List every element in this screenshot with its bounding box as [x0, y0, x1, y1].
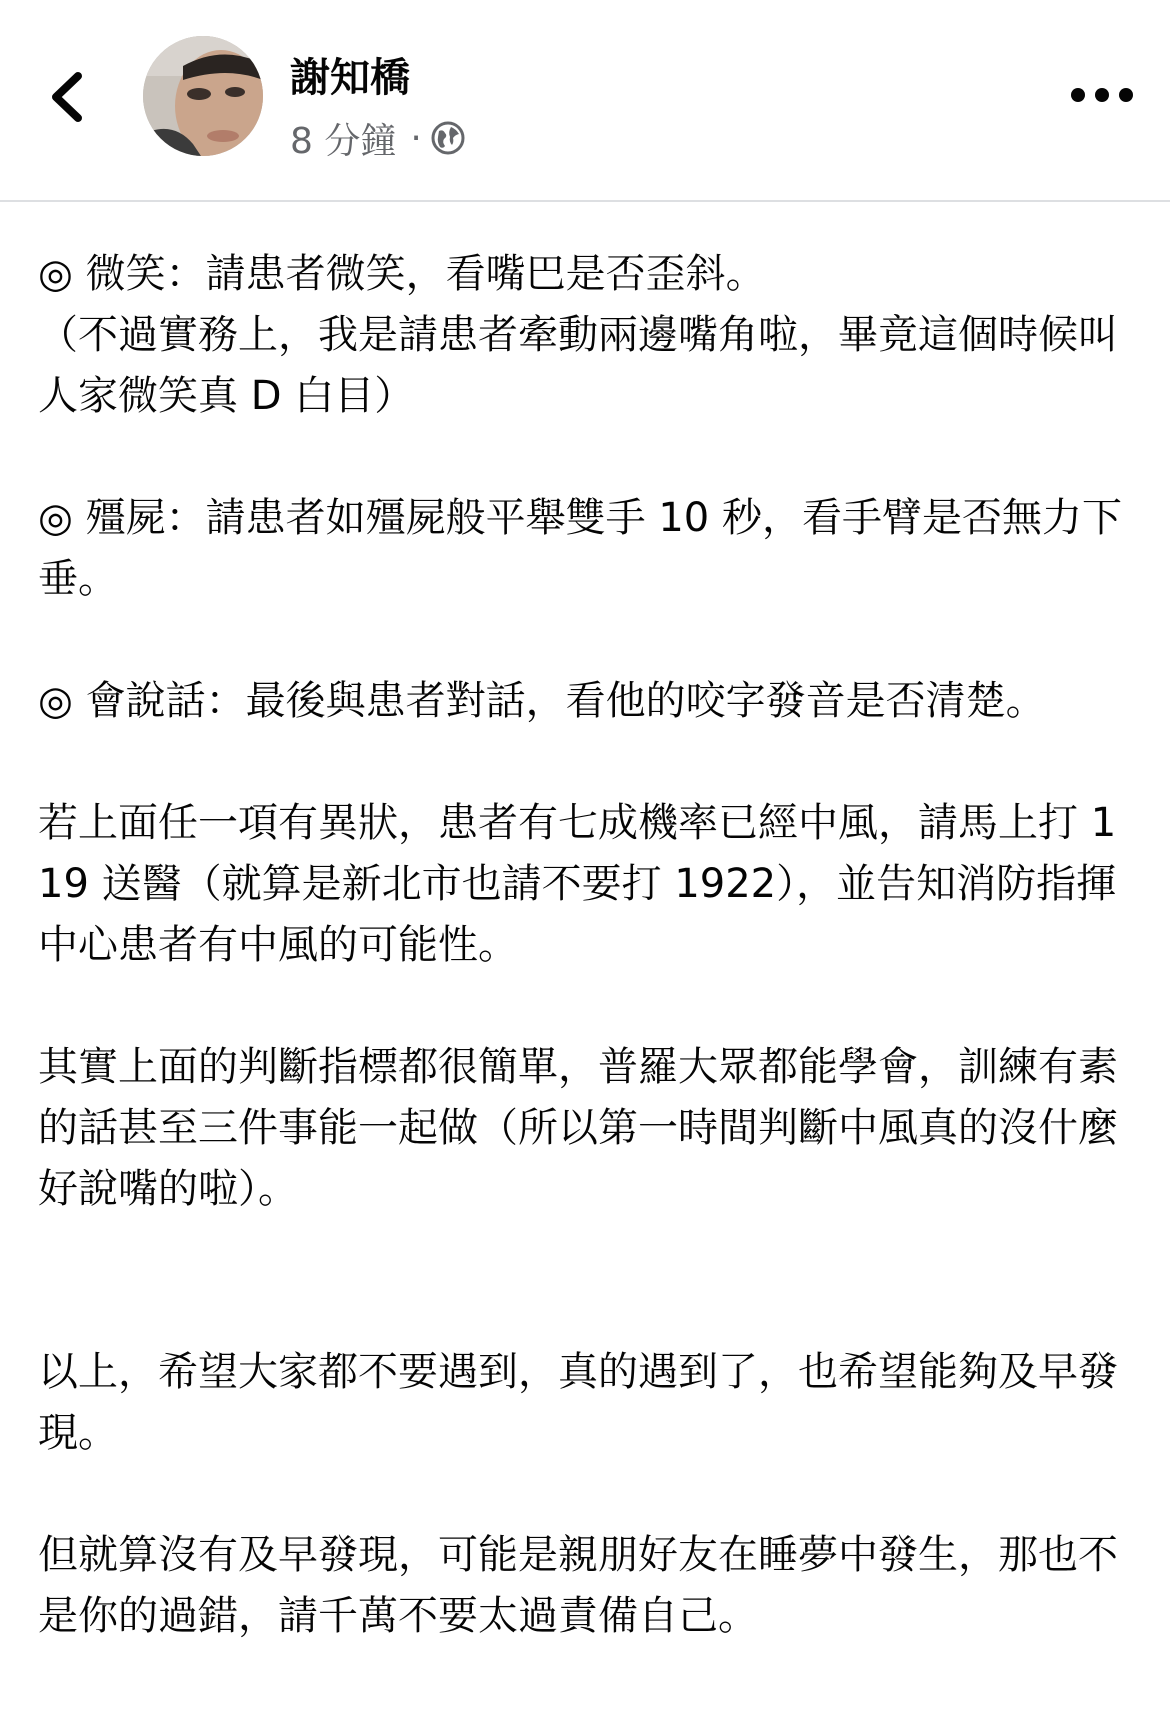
- post-paragraph-indicators: 其實上面的判斷指標都很簡單，普羅大眾都能學會，訓練有素的話甚至三件事能一起做（所以第一時間判斷中風真的沒什麼好說嘴的啦）。: [38, 1044, 1118, 1212]
- more-horizontal-icon: [1062, 70, 1142, 120]
- chevron-left-icon: [40, 62, 100, 132]
- post-header: [0, 0, 1170, 202]
- post-paragraph-speech-test: ◎ 會說話：最後與患者對話，看他的咬字發音是否清楚。: [38, 678, 1046, 724]
- post-timestamp[interactable]: 8 分鐘: [290, 120, 397, 162]
- back-button[interactable]: [40, 62, 100, 132]
- post-meta: [290, 110, 466, 166]
- post-paragraph-not-your-fault: 但就算沒有及早發現，可能是親朋好友在睡夢中發生，那也不是你的過錯，請千萬不要太過責備自己。: [38, 1532, 1118, 1639]
- meta-separator: ·: [410, 117, 422, 159]
- globe-icon: [430, 120, 466, 156]
- post-paragraph-smile-test: ◎ 微笑：請患者微笑，看嘴巴是否歪斜。 （不過實務上，我是請患者牽動兩邊嘴角啦，畢竟這個時候叫人家微笑真 D 白目）: [38, 251, 1118, 419]
- author-name[interactable]: 謝知橋: [290, 55, 410, 101]
- more-options-button[interactable]: [1062, 70, 1142, 120]
- post-paragraph-call-119: 若上面任一項有異狀，患者有七成機率已經中風，請馬上打 119 送醫（就算是新北市也請不要打 1922），並告知消防指揮中心患者有中風的可能性。: [38, 800, 1117, 968]
- post-paragraph-zombie-test: ◎ 殭屍：請患者如殭屍般平舉雙手 10 秒，看手臂是否無力下垂。: [38, 495, 1122, 602]
- post-body: [38, 244, 1128, 1647]
- avatar-photo: [143, 36, 263, 156]
- avatar[interactable]: [143, 36, 263, 156]
- post-paragraph-hope: 以上，希望大家都不要遇到，真的遇到了，也希望能夠及早發現。: [38, 1349, 1118, 1456]
